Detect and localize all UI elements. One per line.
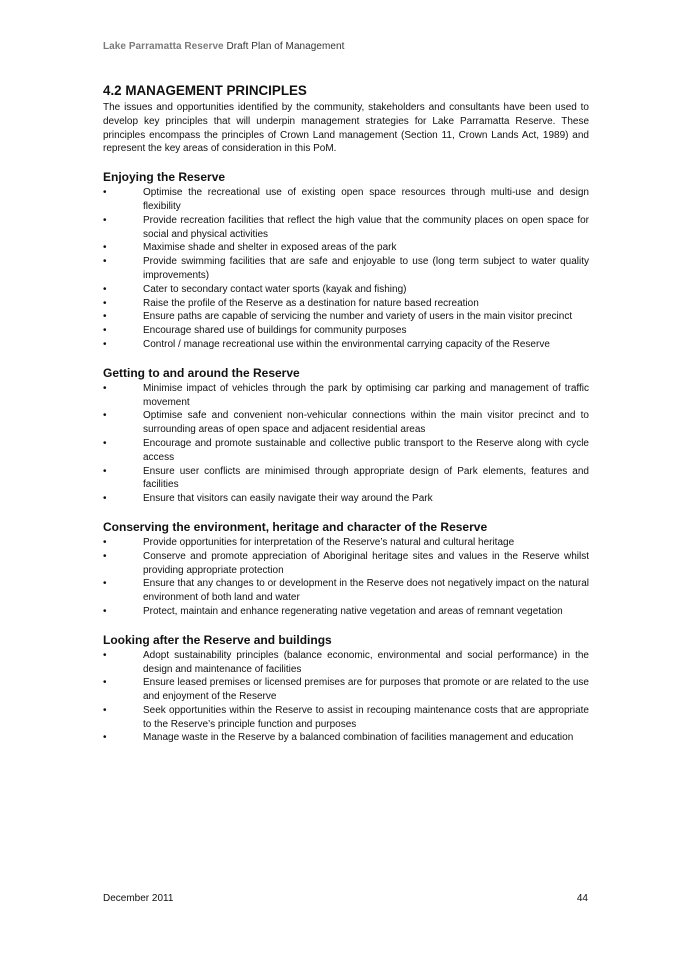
list-item [103, 465, 589, 493]
principle-list [103, 536, 589, 619]
list-item-text: Seek opportunities within the Reserve to assist in recouping maintenance costs that are appropriate to the Reserve’s principle function and purposes [143, 704, 589, 730]
page-content [103, 82, 589, 745]
list-item-text: Ensure that visitors can easily navigate their way around the Park [143, 493, 433, 505]
list-item [103, 255, 589, 283]
list-item-text: Ensure user conflicts are minimised through appropriate design of Park elements, features and facilities [143, 465, 589, 491]
bullet-icon: • [103, 187, 107, 199]
list-item-text: Encourage shared use of buildings for community purposes [143, 325, 407, 337]
list-item-text: Adopt sustainability principles (balance economic, environmental and social performance) in the design and maintenance of facilities [143, 649, 589, 675]
bullet-icon: • [103, 311, 107, 323]
bullet-icon: • [103, 325, 107, 337]
page-number: 44 [576, 893, 588, 904]
list-item-text: Provide opportunities for interpretation of the Reserve’s natural and cultural heritage [143, 536, 515, 548]
list-item [103, 297, 589, 311]
list-item [103, 214, 589, 242]
list-item-text: Manage waste in the Reserve by a balanced combination of facilities management and education [143, 732, 574, 744]
list-item [103, 186, 589, 214]
bullet-icon: • [103, 704, 107, 716]
bullet-icon: • [103, 677, 107, 689]
list-item [103, 649, 589, 677]
list-item [103, 536, 589, 550]
list-item [103, 704, 589, 732]
list-item-text: Conserve and promote appreciation of Aboriginal heritage sites and values in the Reserve whilst providing appropriate protection [143, 550, 589, 576]
bullet-icon: • [103, 382, 107, 394]
bullet-icon: • [103, 536, 107, 548]
list-item-text: Optimise safe and convenient non-vehicular connections within the main visitor precinct and to surrounding areas of open space and adjacent residential areas [143, 410, 589, 436]
list-item [103, 310, 589, 324]
subsection-heading: Looking after the Reserve and buildings [103, 632, 332, 647]
list-item [103, 605, 589, 619]
list-item [103, 283, 589, 297]
bullet-icon: • [103, 338, 107, 350]
bullet-icon: • [103, 732, 107, 744]
subsection-heading: Conserving the environment, heritage and character of the Reserve [103, 519, 488, 534]
list-item [103, 324, 589, 338]
list-item-text: Provide swimming facilities that are safe and enjoyable to use (long term subject to water quality improvements) [143, 256, 589, 281]
list-item-text: Ensure leased premises or licensed premises are for purposes that promote or are related to the use and enjoyment of the Reserve [143, 677, 589, 703]
bullet-icon: • [103, 242, 107, 254]
list-item [103, 577, 589, 605]
bullet-icon: • [103, 256, 107, 268]
bullet-icon: • [103, 550, 107, 562]
bullet-icon: • [103, 410, 107, 422]
list-item-text: Minimise impact of vehicles through the park by optimising car parking and management of traffic movement [143, 382, 589, 408]
bullet-icon: • [103, 437, 107, 449]
list-item-text: Cater to secondary contact water sports (kayak and fishing) [143, 283, 407, 295]
list-item [103, 437, 589, 465]
header-document-subtitle: Draft Plan of Management [223, 41, 345, 52]
bullet-icon: • [103, 283, 107, 295]
bullet-icon: • [103, 297, 107, 309]
list-item [103, 731, 589, 745]
list-item [103, 676, 589, 704]
bullet-icon: • [103, 493, 107, 505]
bullet-icon: • [103, 214, 107, 226]
list-item-text: Maximise shade and shelter in exposed areas of the park [143, 242, 397, 254]
list-item [103, 241, 589, 255]
principle-list [103, 382, 589, 506]
list-item [103, 492, 589, 506]
list-item-text: Ensure that any changes to or development in the Reserve does not negatively impact on the natural environment of both land and water [143, 578, 589, 604]
list-item [103, 409, 589, 437]
list-item [103, 382, 589, 410]
footer-date: December 2011 [103, 893, 174, 904]
subsection-heading: Getting to and around the Reserve [103, 365, 300, 380]
section-title: 4.2 MANAGEMENT PRINCIPLES [103, 83, 307, 98]
list-item-text: Raise the profile of the Reserve as a destination for nature based recreation [143, 297, 479, 309]
section-intro: The issues and opportunities identified by the community, stakeholders and consultants have been used to develop key principles that will underpin management strategies for Lake Parramatta Reserve. These principles encompass the principles of Crown Land management (Section 11, Crown Lands Act, 1989) and represent the key areas of consideration in this PoM. [103, 102, 589, 155]
list-item-text: Protect, maintain and enhance regenerating native vegetation and areas of remnant vegetation [143, 605, 563, 617]
principle-list [103, 186, 589, 352]
bullet-icon: • [103, 605, 107, 617]
subsection-heading: Enjoying the Reserve [103, 170, 226, 185]
list-item [103, 338, 589, 352]
bullet-icon: • [103, 465, 107, 477]
principle-groups [103, 170, 589, 745]
bullet-icon: • [103, 578, 107, 590]
list-item-text: Encourage and promote sustainable and collective public transport to the Reserve along with cycle access [143, 437, 589, 463]
list-item-text: Ensure paths are capable of servicing the number and variety of users in the main visitor precinct [143, 311, 573, 323]
list-item-text: Control / manage recreational use within the environmental carrying capacity of the Reserve [143, 338, 550, 350]
header-document-name: Lake Parramatta Reserve [103, 41, 224, 52]
list-item [103, 550, 589, 578]
list-item-text: Optimise the recreational use of existing open space resources through multi-use and design flexibility [143, 187, 589, 212]
list-item-text: Provide recreation facilities that reflect the high value that the community places on open space for social and physical activities [143, 214, 589, 240]
principle-list [103, 649, 589, 746]
page-header [103, 41, 344, 52]
bullet-icon: • [103, 649, 107, 661]
